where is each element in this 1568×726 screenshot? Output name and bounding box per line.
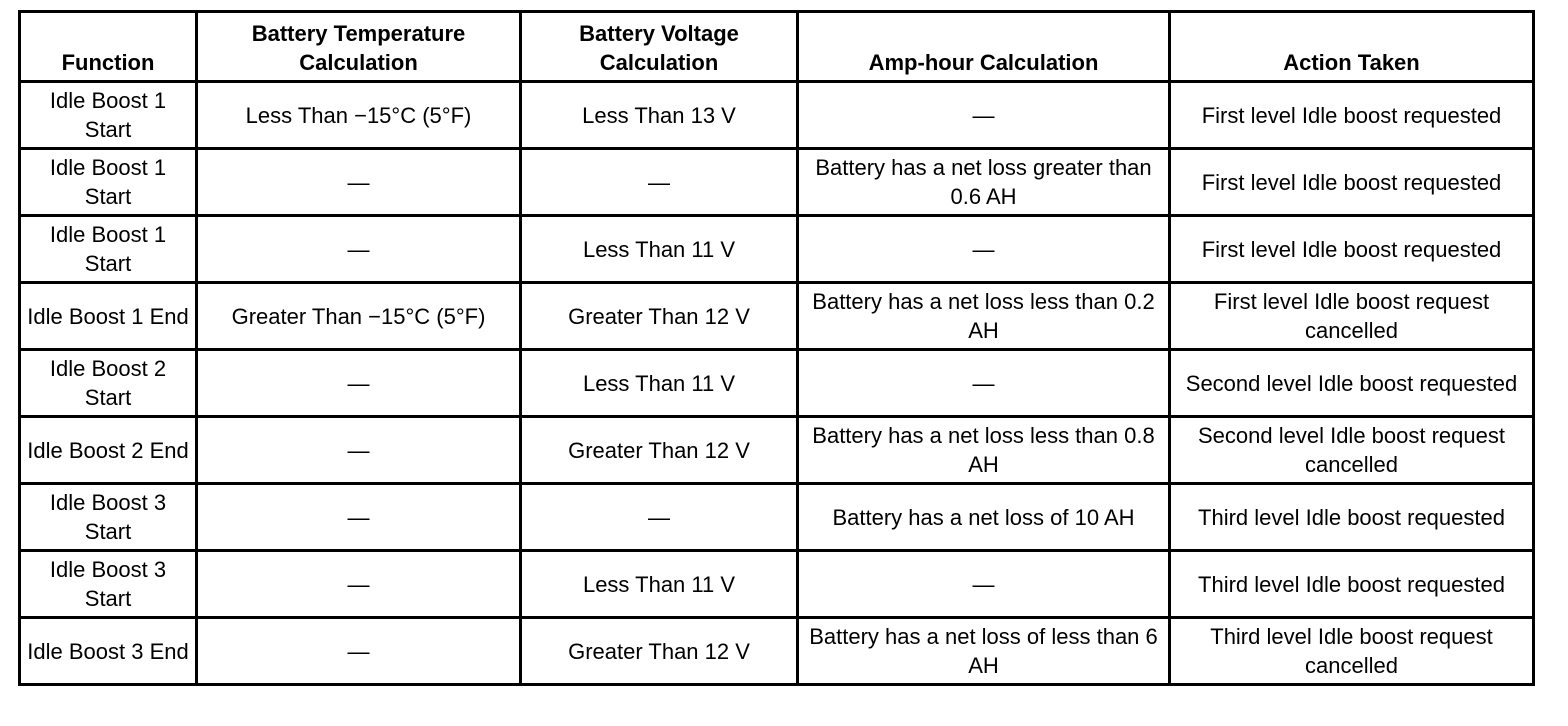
cell-temperature: —: [197, 417, 521, 484]
cell-action: Third level Idle boost requested: [1170, 551, 1534, 618]
cell-temperature: —: [197, 618, 521, 685]
idle-boost-table: [18, 10, 1535, 686]
cell-temperature: —: [197, 350, 521, 417]
cell-voltage: Greater Than 12 V: [521, 283, 798, 350]
header-battery-temperature: Battery Temperature Calculation: [197, 12, 521, 82]
cell-amp-hour: —: [798, 216, 1170, 283]
cell-function: Idle Boost 3 Start: [20, 484, 197, 551]
cell-amp-hour: Battery has a net loss less than 0.8 AH: [798, 417, 1170, 484]
cell-action: First level Idle boost requested: [1170, 82, 1534, 149]
idle-boost-table-container: [18, 10, 1535, 686]
cell-voltage: Greater Than 12 V: [521, 417, 798, 484]
cell-action: Third level Idle boost request cancelled: [1170, 618, 1534, 685]
cell-action: Third level Idle boost requested: [1170, 484, 1534, 551]
cell-amp-hour: —: [798, 82, 1170, 149]
cell-amp-hour: Battery has a net loss of less than 6 AH: [798, 618, 1170, 685]
header-action-taken: Action Taken: [1170, 12, 1534, 82]
cell-voltage: Greater Than 12 V: [521, 618, 798, 685]
cell-voltage: Less Than 11 V: [521, 551, 798, 618]
cell-action: Second level Idle boost request cancelled: [1170, 417, 1534, 484]
cell-function: Idle Boost 1 Start: [20, 82, 197, 149]
cell-amp-hour: —: [798, 551, 1170, 618]
cell-voltage: Less Than 13 V: [521, 82, 798, 149]
cell-function: Idle Boost 3 End: [20, 618, 197, 685]
header-function: Function: [20, 12, 197, 82]
cell-temperature: —: [197, 484, 521, 551]
cell-action: First level Idle boost request cancelled: [1170, 283, 1534, 350]
header-battery-voltage: Battery Voltage Calculation: [521, 12, 798, 82]
cell-amp-hour: Battery has a net loss less than 0.2 AH: [798, 283, 1170, 350]
cell-action: Second level Idle boost requested: [1170, 350, 1534, 417]
cell-function: Idle Boost 1 Start: [20, 216, 197, 283]
cell-function: Idle Boost 2 Start: [20, 350, 197, 417]
cell-function: Idle Boost 1 Start: [20, 149, 197, 216]
table-row: [20, 216, 1534, 283]
cell-voltage: Less Than 11 V: [521, 216, 798, 283]
table-row: [20, 417, 1534, 484]
cell-function: Idle Boost 2 End: [20, 417, 197, 484]
cell-function: Idle Boost 1 End: [20, 283, 197, 350]
cell-function: Idle Boost 3 Start: [20, 551, 197, 618]
cell-voltage: —: [521, 149, 798, 216]
table-row: [20, 484, 1534, 551]
cell-temperature: —: [197, 216, 521, 283]
cell-amp-hour: —: [798, 350, 1170, 417]
cell-amp-hour: Battery has a net loss of 10 AH: [798, 484, 1170, 551]
cell-temperature: —: [197, 149, 521, 216]
table-row: [20, 82, 1534, 149]
table-header-row: [20, 12, 1534, 82]
cell-temperature: —: [197, 551, 521, 618]
table-row: [20, 350, 1534, 417]
cell-voltage: —: [521, 484, 798, 551]
table-row: [20, 618, 1534, 685]
header-amp-hour: Amp-hour Calculation: [798, 12, 1170, 82]
cell-amp-hour: Battery has a net loss greater than 0.6 AH: [798, 149, 1170, 216]
cell-action: First level Idle boost requested: [1170, 216, 1534, 283]
table-row: [20, 149, 1534, 216]
cell-temperature: Less Than −15°C (5°F): [197, 82, 521, 149]
cell-action: First level Idle boost requested: [1170, 149, 1534, 216]
cell-voltage: Less Than 11 V: [521, 350, 798, 417]
table-row: [20, 283, 1534, 350]
table-row: [20, 551, 1534, 618]
cell-temperature: Greater Than −15°C (5°F): [197, 283, 521, 350]
